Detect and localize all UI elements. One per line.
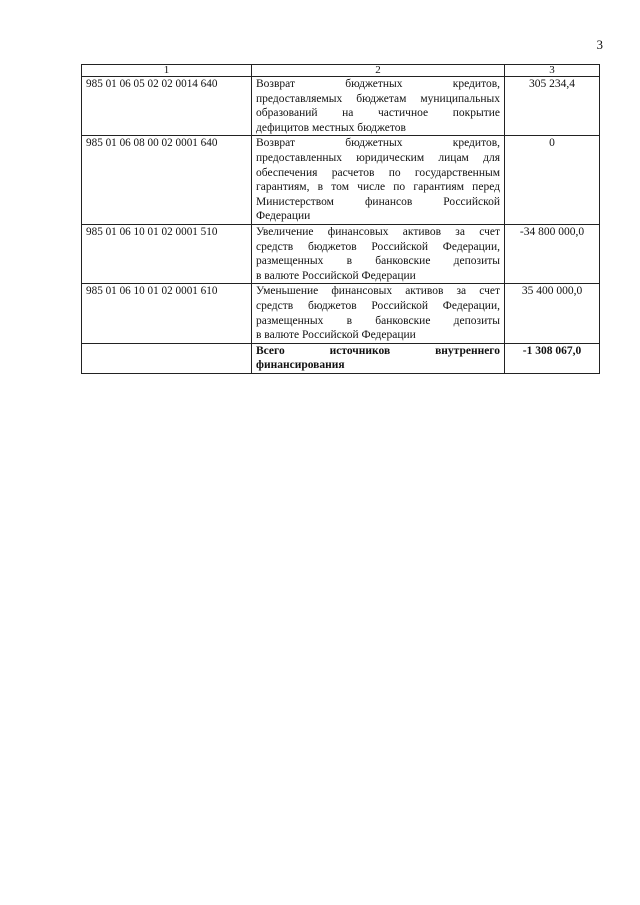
table-header-row — [82, 65, 600, 77]
description-line: Увеличение финансовых активов за счет — [256, 225, 500, 238]
budget-code-cell — [82, 343, 252, 373]
description-cell — [252, 224, 505, 283]
description-line: Возврат бюджетных кредитов, — [256, 137, 500, 150]
amount-cell: 0 — [505, 136, 600, 225]
description-line: в валюте Российской Федерации — [256, 329, 416, 342]
description-line: Всего источников внутреннего — [256, 344, 500, 357]
table-row — [82, 136, 600, 225]
table-row — [82, 224, 600, 283]
description-line: предоставленных юридическим лицам для — [256, 151, 500, 164]
budget-code-cell: 985 01 06 08 00 02 0001 640 — [82, 136, 252, 225]
description-line: финансирования — [256, 359, 345, 372]
table-row — [82, 77, 600, 136]
description-line: предоставляемых бюджетам муниципальных — [256, 92, 500, 105]
column-header-1: 1 — [82, 65, 252, 77]
description-line: Федерации — [256, 210, 311, 223]
description-line: средств бюджетов Российской Федерации, — [256, 240, 500, 253]
description-cell — [252, 343, 505, 373]
budget-code-cell: 985 01 06 05 02 02 0014 640 — [82, 77, 252, 136]
description-line: в валюте Российской Федерации — [256, 269, 416, 282]
budget-code-cell: 985 01 06 10 01 02 0001 510 — [82, 224, 252, 283]
description-line: размещенных в банковские депозиты — [256, 314, 500, 327]
description-cell — [252, 77, 505, 136]
description-cell — [252, 284, 505, 343]
description-cell — [252, 136, 505, 225]
description-line: Возврат бюджетных кредитов, — [256, 78, 500, 90]
description-line: средств бюджетов Российской Федерации, — [256, 299, 500, 312]
financing-sources-table — [81, 64, 600, 374]
table-row — [82, 284, 600, 343]
amount-cell: -34 800 000,0 — [505, 224, 600, 283]
description-line: образований на частичное покрытие — [256, 107, 500, 120]
description-line: Уменьшение финансовых активов за счет — [256, 285, 500, 298]
column-header-2: 2 — [252, 65, 505, 77]
description-line: гарантиям, в том числе по гарантиям перед — [256, 181, 500, 194]
description-line: размещенных в банковские депозиты — [256, 255, 500, 268]
amount-cell: -1 308 067,0 — [505, 343, 600, 373]
budget-code-cell: 985 01 06 10 01 02 0001 610 — [82, 284, 252, 343]
description-line: обеспечения расчетов по государственным — [256, 166, 500, 179]
description-line: Министерством финансов Российской — [256, 195, 500, 208]
page-number: 3 — [596, 37, 603, 52]
amount-cell: 35 400 000,0 — [505, 284, 600, 343]
amount-cell: 305 234,4 — [505, 77, 600, 136]
description-line: дефицитов местных бюджетов — [256, 121, 406, 134]
table-total-row — [82, 343, 600, 373]
column-header-3: 3 — [505, 65, 600, 77]
